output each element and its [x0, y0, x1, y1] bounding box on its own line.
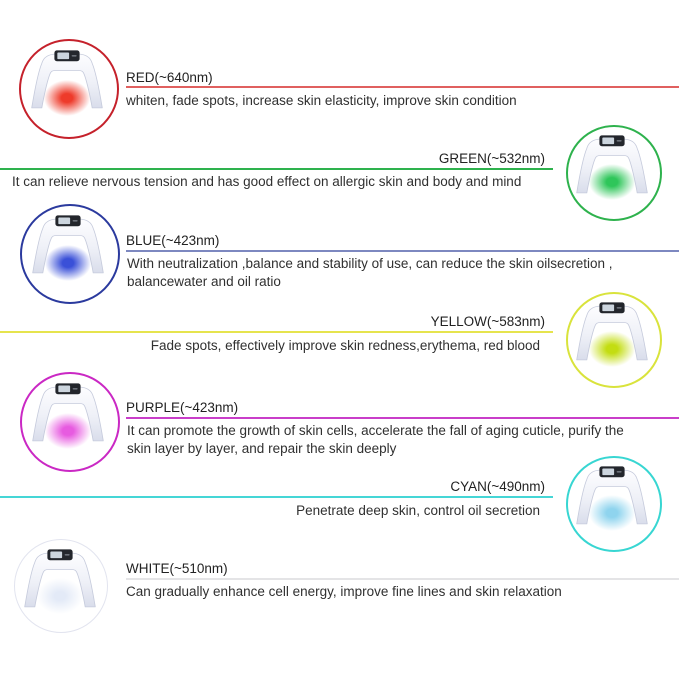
section-title: PURPLE(~423nm)	[126, 400, 239, 415]
blue-divider-line	[126, 250, 679, 252]
section-title: YELLOW(~583nm)	[430, 314, 545, 329]
white-divider-line	[126, 578, 679, 580]
yellow-device-circle	[566, 292, 662, 388]
blue-device-circle	[20, 204, 120, 304]
section-title: WHITE(~510nm)	[126, 561, 228, 576]
red-divider-line	[126, 86, 679, 88]
purple-light-glow	[37, 407, 99, 455]
description-line: balancewater and oil ratio	[127, 273, 281, 289]
section-description	[12, 173, 572, 191]
section-title: BLUE(~423nm)	[126, 233, 220, 248]
description-line: Penetrate deep skin, control oil secretion	[296, 503, 540, 518]
yellow-divider-line	[0, 331, 553, 333]
led-device-image	[18, 547, 102, 613]
cyan-device-circle	[566, 456, 662, 552]
description-line: Fade spots, effectively improve skin redness,erythema, red blood	[150, 338, 540, 353]
description-line: With neutralization ,balance and stability of use, can reduce the skin oilsecretion ,	[127, 256, 613, 271]
section-description	[0, 502, 540, 520]
section-title: RED(~640nm)	[126, 70, 213, 85]
description-line: whiten, fade spots, increase skin elasticity, improve skin condition	[126, 93, 517, 108]
cyan-divider-line	[0, 496, 553, 498]
section-description	[127, 422, 679, 457]
led-device-image	[570, 464, 654, 530]
led-device-image	[26, 213, 110, 279]
led-device-image	[570, 133, 654, 199]
description-line: Can gradually enhance cell energy, improve fine lines and skin relaxation	[126, 584, 562, 599]
section-description	[0, 337, 540, 355]
white-light-glow	[29, 572, 91, 620]
section-description	[126, 583, 674, 601]
description-line: It can relieve nervous tension and has good effect on allergic skin and body and mind	[12, 174, 522, 189]
description-line: skin layer by layer, and repair the skin deeply	[127, 440, 397, 456]
purple-divider-line	[126, 417, 679, 419]
red-device-circle	[19, 39, 119, 139]
green-device-circle	[566, 125, 662, 221]
section-title: CYAN(~490nm)	[450, 479, 545, 494]
white-device-circle	[14, 539, 108, 633]
blue-light-glow	[37, 239, 99, 287]
cyan-light-glow	[581, 489, 643, 537]
led-device-image	[26, 381, 110, 447]
led-device-image	[25, 48, 109, 114]
yellow-light-glow	[581, 325, 643, 373]
led-device-image	[570, 300, 654, 366]
section-description	[126, 92, 674, 110]
section-title: GREEN(~532nm)	[438, 151, 545, 166]
green-light-glow	[581, 158, 643, 206]
green-divider-line	[0, 168, 553, 170]
red-light-glow	[36, 74, 98, 122]
purple-device-circle	[20, 372, 120, 472]
section-description	[127, 255, 679, 290]
description-line: It can promote the growth of skin cells, accelerate the fall of aging cuticle, purify the	[127, 423, 624, 438]
